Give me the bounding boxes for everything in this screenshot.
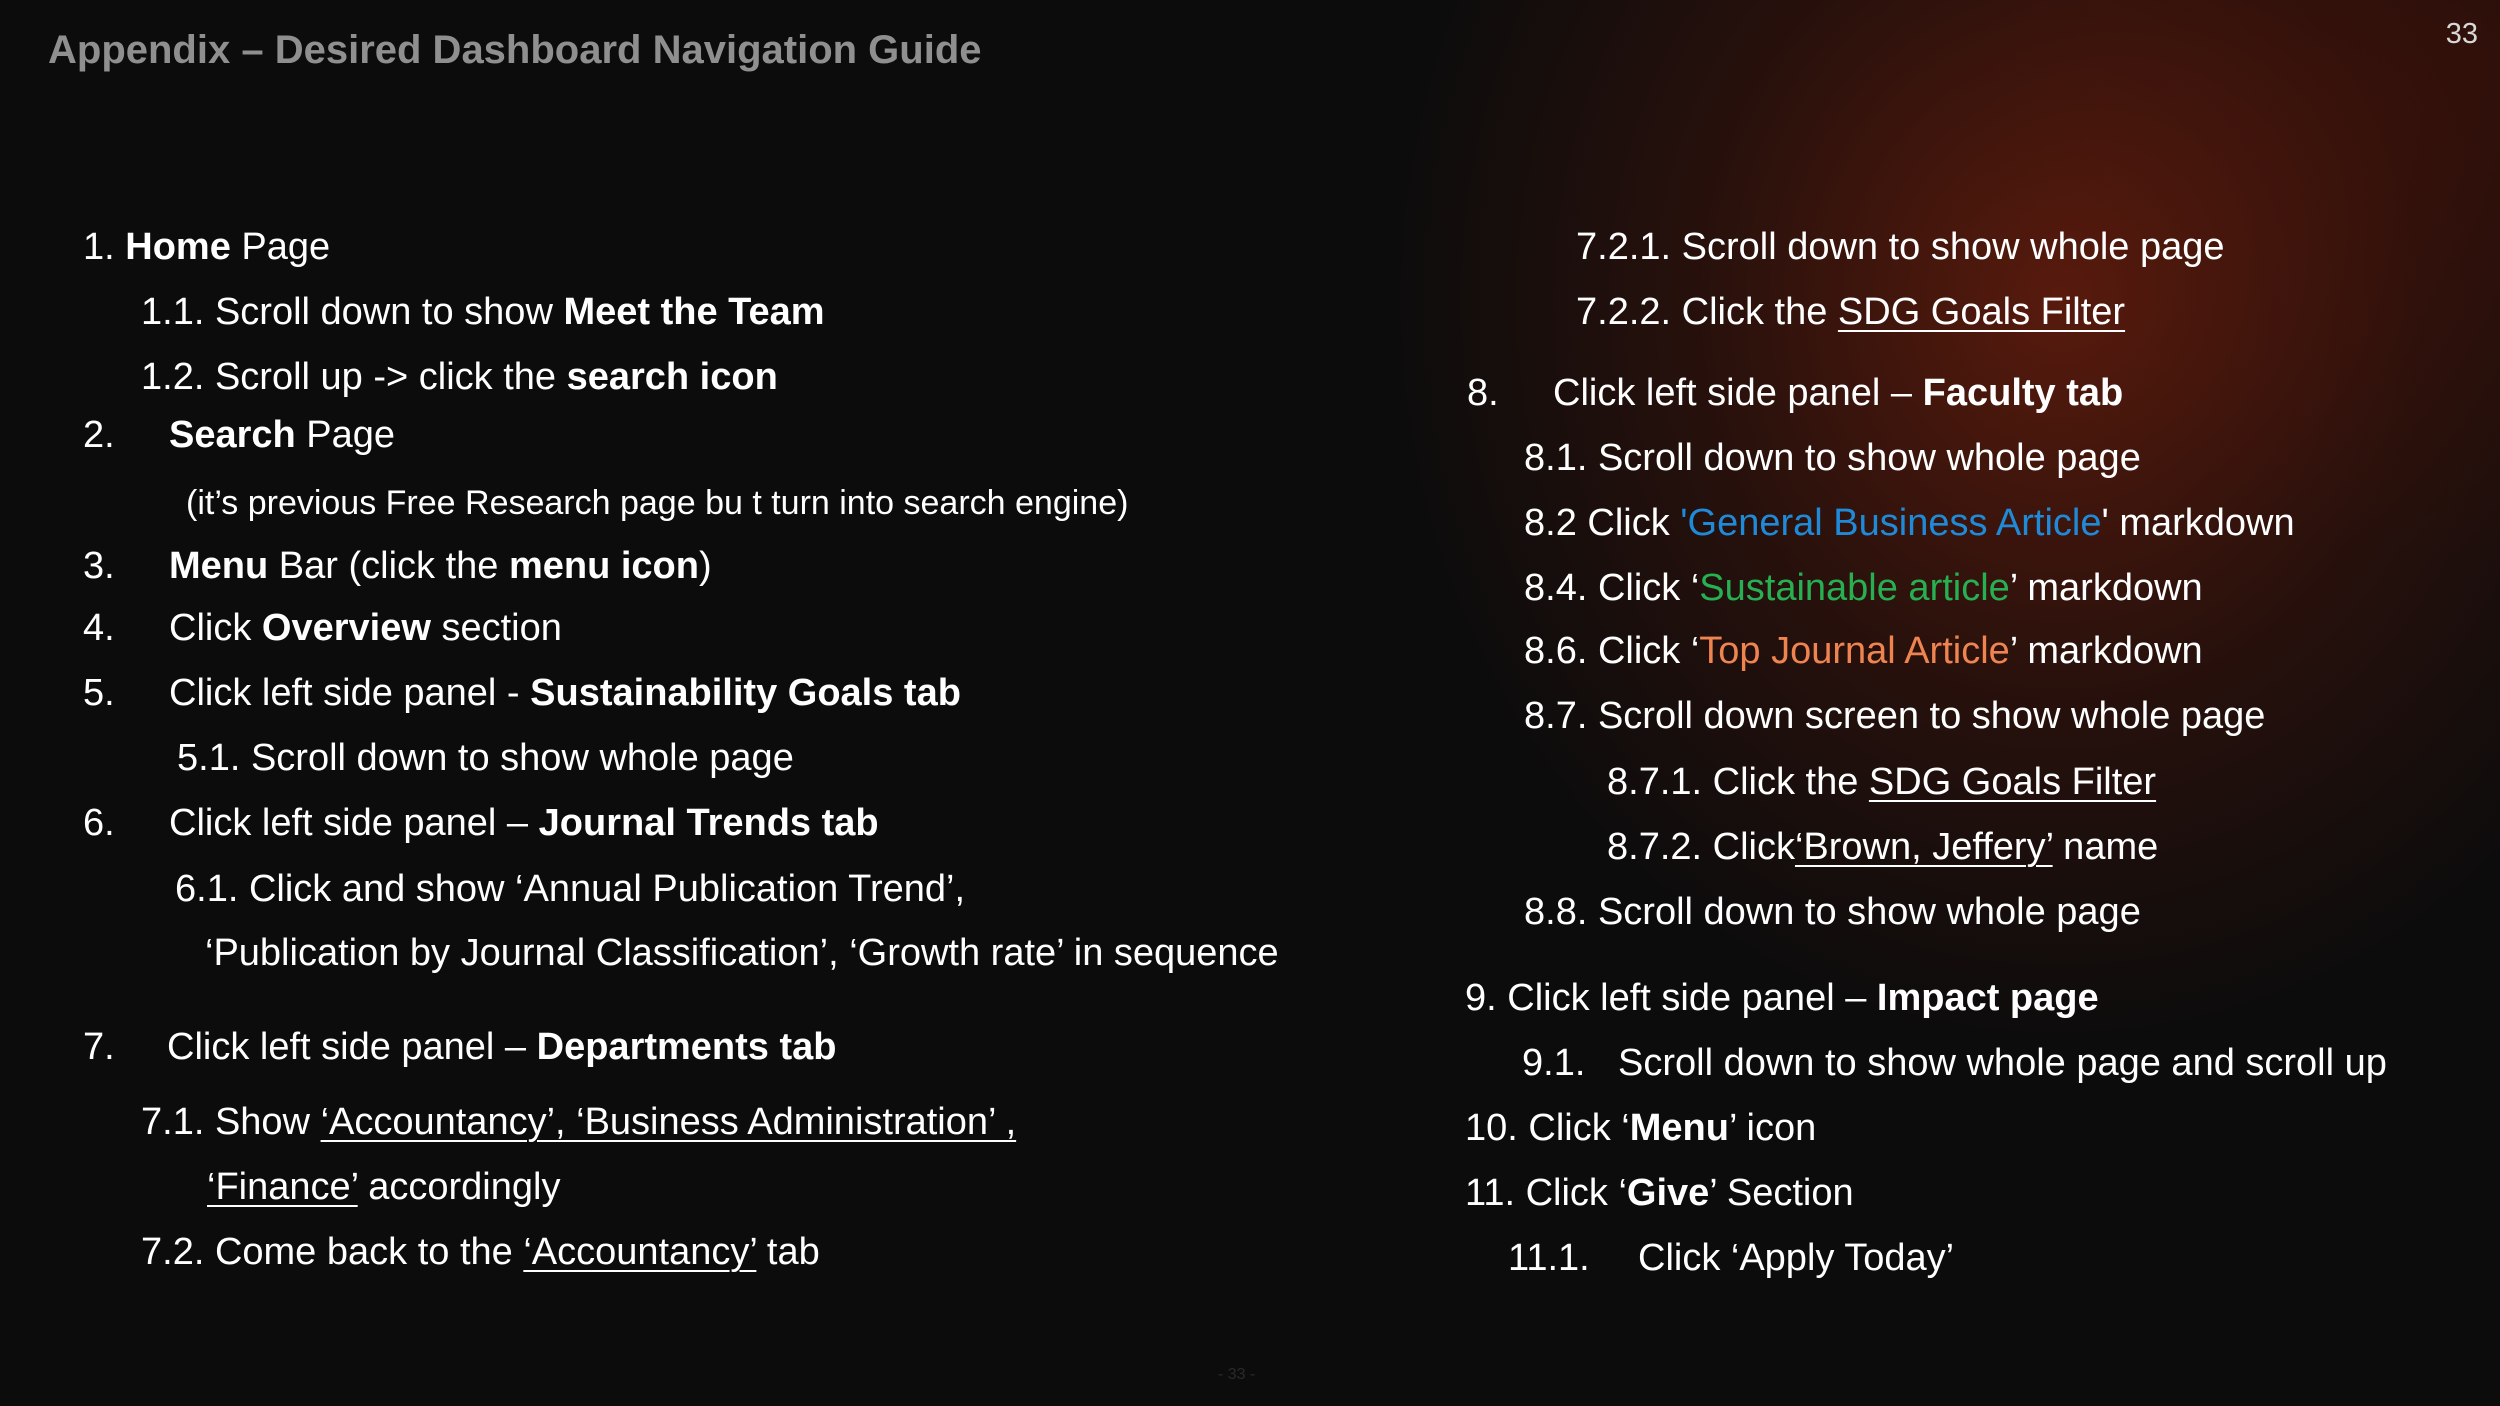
list-item-8-7-2 — [1607, 824, 2158, 870]
list-item-1-1 — [141, 289, 825, 335]
item-text: Scroll down to show whole page — [1671, 226, 2225, 268]
item-bold: Departments tab — [536, 1026, 837, 1068]
list-item-4 — [83, 605, 562, 651]
list-item-7-1 — [141, 1099, 1016, 1145]
list-item-8-6 — [1524, 628, 2203, 674]
item-text: Click ‘ — [1515, 1172, 1627, 1214]
item-number: 6. — [83, 802, 115, 844]
list-item-7-2-1 — [1576, 224, 2225, 270]
item-text: Click left side panel - — [169, 672, 531, 714]
item-bold: Home — [125, 226, 231, 268]
item-text: Click the — [1671, 291, 1838, 333]
item-bold: Meet the Team — [563, 291, 825, 333]
item-bold: search icon — [566, 356, 778, 398]
item-number: 3. — [83, 545, 115, 587]
item-text-end: tab — [756, 1231, 820, 1273]
list-item-6 — [83, 800, 879, 846]
list-item-7 — [83, 1024, 836, 1070]
item-text: Scroll down to show — [204, 291, 564, 333]
item-number: 4. — [83, 607, 115, 649]
item-number: 8.7. — [1524, 695, 1588, 737]
departments-link[interactable]: ‘Accountancy’, ‘Business Administration’ , — [320, 1101, 1017, 1143]
item-text-end: name — [2052, 826, 2159, 868]
list-item-3 — [83, 543, 712, 589]
list-item-10 — [1465, 1105, 1816, 1151]
item-text: Click ‘Apply Today’ — [1638, 1237, 1955, 1279]
list-item-6-1 — [175, 866, 965, 912]
item-text: Scroll down screen to show whole page — [1587, 695, 2266, 737]
item-text: Scroll down to show whole page — [240, 737, 794, 779]
item-number: 7.2. — [141, 1231, 205, 1273]
item-number: 8.7.2. — [1607, 826, 1703, 868]
item-number: 1.1. — [141, 291, 205, 333]
item-text: Click ‘ — [1587, 630, 1700, 672]
item-bold: Menu — [169, 545, 269, 587]
general-business-article-text: 'General Business Article — [1680, 502, 2102, 544]
item-number: 8.6. — [1524, 630, 1588, 672]
item-text: accordingly — [357, 1166, 561, 1208]
list-item-8-4 — [1524, 565, 2203, 611]
item-number: 8.4. — [1524, 567, 1588, 609]
sdg-goals-filter-link[interactable]: SDG Goals Filter — [1837, 291, 2126, 333]
item-number: 1.2. — [141, 356, 205, 398]
item-number: 10. — [1465, 1107, 1518, 1149]
item-number: 7.2.2. — [1576, 291, 1672, 333]
item-text-end: ) — [698, 545, 712, 587]
item-number: 5.1. — [177, 737, 241, 779]
item-text: Click left side panel – — [169, 802, 539, 844]
list-item-7-1-continued — [207, 1164, 560, 1210]
item-bold: Search — [169, 414, 296, 456]
item-number: 11.1. — [1508, 1237, 1590, 1279]
list-item-11-1 — [1508, 1235, 1954, 1281]
item-text-end: ’ icon — [1728, 1107, 1817, 1149]
item-text: Come back to the — [204, 1231, 524, 1273]
item-number: 7. — [83, 1026, 115, 1068]
brown-jeffery-link[interactable]: ‘Brown, Jeffery’ — [1794, 826, 2053, 868]
item-number: 8. — [1467, 372, 1499, 414]
item-text: Scroll down to show whole page — [1587, 891, 2141, 933]
item-number: 8.1. — [1524, 437, 1588, 479]
list-item-8-8 — [1524, 889, 2141, 935]
item-text: Click left side panel – — [1496, 977, 1877, 1019]
item-text-end: section — [430, 607, 562, 649]
page-title: Appendix – Desired Dashboard Navigation Guide — [48, 28, 982, 72]
item-text: Bar (click the — [268, 545, 509, 587]
item-number: 8.2 — [1524, 502, 1577, 544]
list-item-1-2 — [141, 354, 778, 400]
item-number: 8.7.1. — [1607, 761, 1703, 803]
item-bold: Faculty tab — [1922, 372, 2124, 414]
item-text: Page — [230, 226, 331, 268]
item-text-end: ' markdown — [2101, 502, 2295, 544]
item-number: 7.2.1. — [1576, 226, 1672, 268]
item-number: 5. — [83, 672, 115, 714]
item-bold: Menu — [1629, 1107, 1729, 1149]
item-text: Click the — [1702, 761, 1869, 803]
item-text: Scroll up -> click the — [204, 356, 567, 398]
item-bold: Give — [1626, 1172, 1710, 1214]
item-number: 9. — [1465, 977, 1497, 1019]
item-bold: Sustainability Goals tab — [530, 672, 961, 714]
list-item-2-note: (it’s previous Free Research page bu t turn into search engine) — [186, 484, 1129, 522]
list-item-1 — [83, 224, 330, 270]
page-number: 33 — [2445, 18, 2478, 50]
sdg-goals-filter-link[interactable]: SDG Goals Filter — [1868, 761, 2157, 803]
list-item-5-1 — [177, 735, 794, 781]
top-journal-article-text: Top Journal Article — [1699, 630, 2010, 672]
item-text: Scroll down to show whole page — [1587, 437, 2141, 479]
item-number: 9.1. — [1522, 1042, 1586, 1084]
item-number: 1. — [83, 226, 115, 268]
list-item-8-7-1 — [1607, 759, 2156, 805]
list-item-9-1 — [1522, 1040, 2387, 1086]
accountancy-link[interactable]: ‘Accountancy’ — [523, 1231, 757, 1273]
list-item-7-2 — [141, 1229, 820, 1275]
item-text: Click ‘ — [1587, 567, 1700, 609]
list-item-8-7 — [1524, 693, 2265, 739]
item-text: Click left side panel – — [167, 1026, 537, 1068]
item-bold: Impact page — [1876, 977, 2099, 1019]
item-text-end: ’ Section — [1709, 1172, 1854, 1214]
item-number: 2. — [83, 414, 115, 456]
item-bold: Overview — [261, 607, 431, 649]
item-text: Click ‘ — [1517, 1107, 1630, 1149]
item-text: Show — [204, 1101, 321, 1143]
list-item-5 — [83, 670, 961, 716]
item-number: 8.8. — [1524, 891, 1588, 933]
item-text: Click — [169, 607, 262, 649]
item-text-end: ’ markdown — [2009, 630, 2203, 672]
item-bold: Journal Trends tab — [538, 802, 879, 844]
item-bold-2: menu icon — [508, 545, 699, 587]
list-item-8 — [1467, 370, 2123, 416]
list-item-9 — [1465, 975, 2099, 1021]
item-text: Click and show ‘Annual Publication Trend’, — [238, 868, 966, 910]
item-text-end: ’ markdown — [2009, 567, 2203, 609]
item-text: Page — [295, 414, 396, 456]
sustainable-article-text: Sustainable article — [1699, 567, 2010, 609]
list-item-8-1 — [1524, 435, 2141, 481]
item-number: 11. — [1465, 1172, 1516, 1214]
footer-page-marker: - 33 - — [1218, 1366, 1256, 1383]
finance-link[interactable]: ‘Finance’ — [207, 1166, 358, 1208]
item-number: 6.1. — [175, 868, 239, 910]
item-text: Click left side panel – — [1553, 372, 1923, 414]
item-text: Click — [1702, 826, 1795, 868]
list-item-6-1-continued: ‘Publication by Journal Classification’, ‘Growth rate’ in sequence — [205, 932, 1279, 974]
item-text: Click — [1576, 502, 1681, 544]
list-item-7-2-2 — [1576, 289, 2125, 335]
list-item-11 — [1465, 1170, 1854, 1216]
item-number: 7.1. — [141, 1101, 205, 1143]
list-item-2 — [83, 412, 395, 458]
list-item-8-2 — [1524, 500, 2295, 546]
item-text: Scroll down to show whole page and scroll up — [1618, 1042, 2387, 1084]
